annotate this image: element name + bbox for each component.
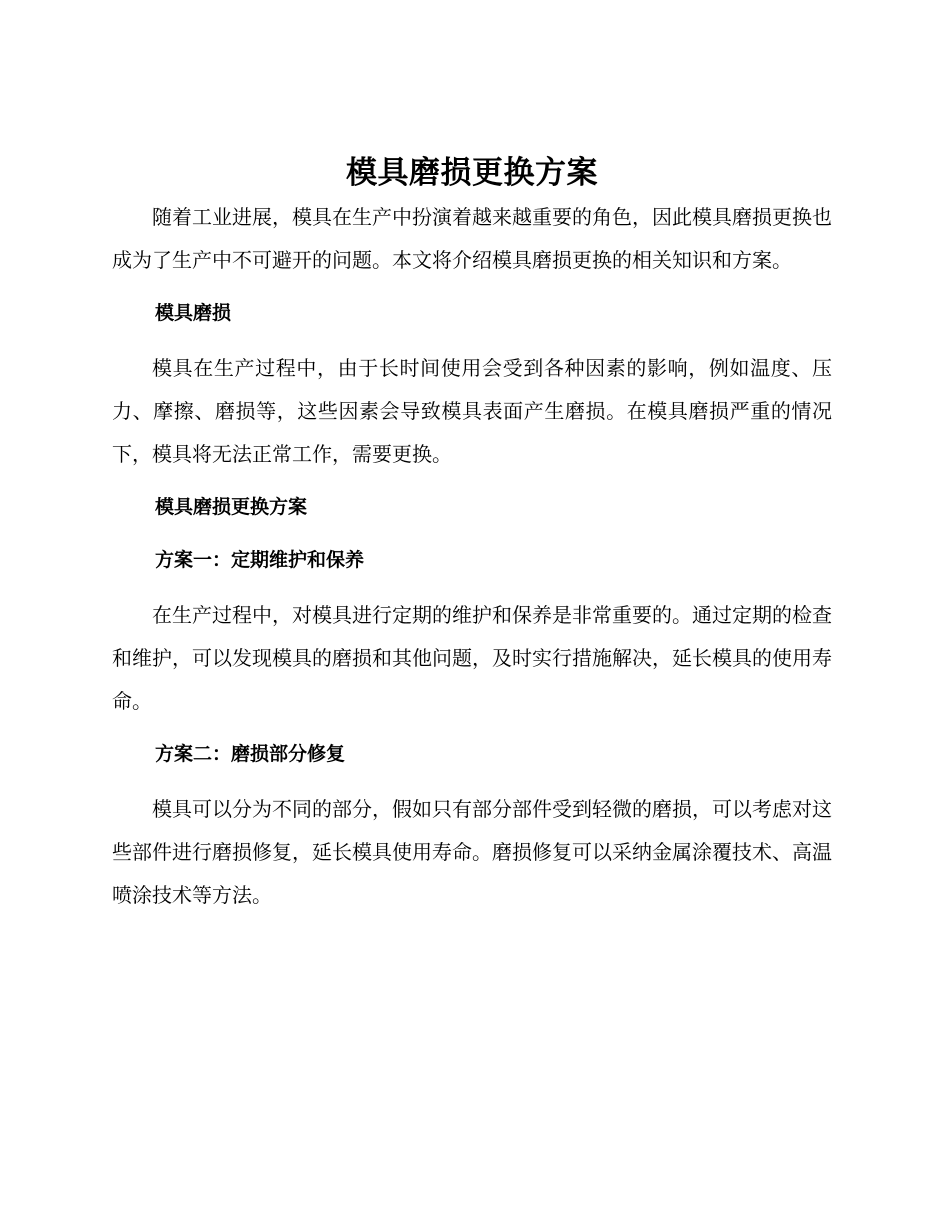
- plan-two-paragraph: 模具可以分为不同的部分，假如只有部分部件受到轻微的磨损，可以考虑对这些部件进行磨损修复，延长模具使用寿命。磨损修复可以采纳金属涂覆技术、高温喷涂技术等方法。: [112, 797, 832, 907]
- document-title: 模具磨损更换方案: [346, 155, 598, 191]
- spacer: [112, 529, 832, 539]
- intro-paragraph: 随着工业进展，模具在生产中扮演着越来越重要的角色，因此模具磨损更换也成为了生产中不可避开的问题。本文将介绍模具磨损更换的相关知识和方案。: [112, 205, 832, 272]
- wear-paragraph: 模具在生产过程中，由于长时间使用会受到各种因素的影响，例如温度、压力、摩擦、磨损等，这些因素会导致模具表面产生磨损。在模具磨损严重的情况下，模具将无法正常工作，需要更换。: [112, 356, 832, 466]
- spacer: [112, 476, 832, 486]
- section-heading-wear: 模具磨损: [155, 302, 232, 324]
- section-heading-replacement-plan: 模具磨损更换方案: [155, 496, 308, 518]
- plan-one-paragraph: 在生产过程中，对模具进行定期的维护和保养是非常重要的。通过定期的检查和维护，可以发现模具的磨损和其他问题，及时实行措施解决，延长模具的使用寿命。: [112, 603, 832, 713]
- plan-one-heading: 方案一：定期维护和保养: [155, 549, 365, 571]
- spacer: [112, 282, 832, 292]
- spacer: [112, 776, 832, 788]
- plan-two-heading: 方案二：磨损部分修复: [155, 743, 346, 765]
- spacer: [112, 582, 832, 594]
- spacer: [112, 335, 832, 347]
- document-page: [112, 150, 832, 917]
- spacer: [112, 723, 832, 733]
